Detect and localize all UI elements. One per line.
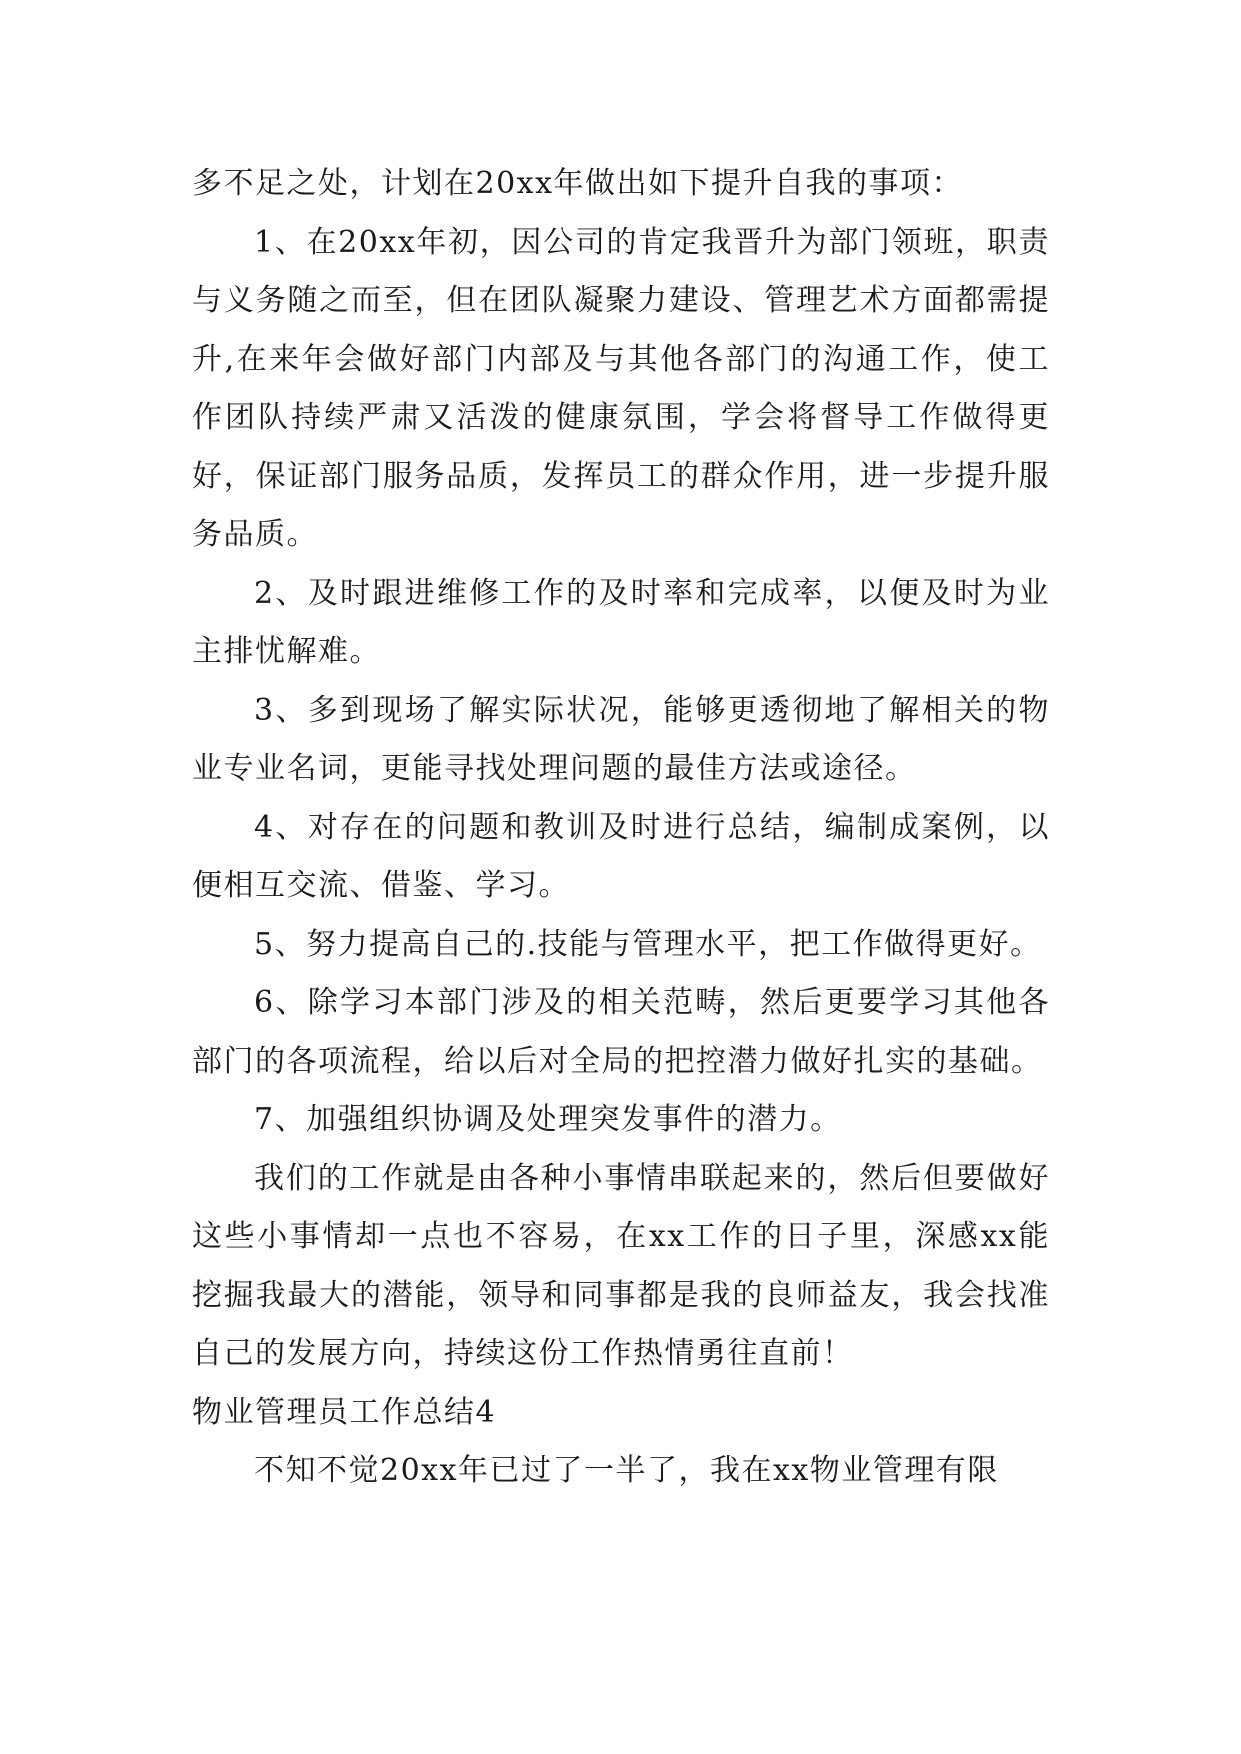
paragraph-intro: 多不足之处，计划在20xx年做出如下提升自我的事项： [192,166,964,201]
paragraph-item-7: 7、加强组织协调及处理突发事件的潜力。 [254,1102,842,1137]
paragraph-item-2: 2、及时跟进维修工作的及时率和完成率，以便及时为业主排忧解难。 [192,575,1050,669]
paragraph-section-start: 不知不觉20xx年已过了一半了，我在xx物业管理有限 [254,1453,999,1488]
section-heading: 物业管理员工作总结4 [192,1394,497,1430]
paragraph-item-6: 6、除学习本部门涉及的相关范畴，然后更要学习其他各部门的各项流程，给以后对全局的把控潜力做好扎实的基础。 [192,985,1050,1079]
paragraph-item-1: 1、在20xx年初，因公司的肯定我晋升为部门领班，职责与义务随之而至，但在团队凝聚力建设、管理艺术方面都需提升,在来年会做好部门内部及与其他各部门的沟通工作，使工作团队持续严肃又活泼的健康氛围，学会将督导工作做得更好，保证部门服务品质，发挥员工的群众作用，进一步提升服务品质。 [192,224,1050,552]
document-body [192,155,1050,1501]
paragraph-item-5: 5、努力提高自己的.技能与管理水平，把工作做得更好。 [254,926,1042,962]
paragraph-item-4: 4、对存在的问题和教训及时进行总结，编制成案例，以便相互交流、借鉴、学习。 [192,809,1050,903]
paragraph-closing: 我们的工作就是由各种小事情串联起来的，然后但要做好这些小事情却一点也不容易，在xx工作的日子里，深感xx能挖掘我最大的潜能，领导和同事都是我的良师益友，我会找准自己的发展方向，持续这份工作热情勇往直前！ [192,1160,1050,1371]
paragraph-item-3: 3、多到现场了解实际状况，能够更透彻地了解相关的物业专业名词，更能寻找处理问题的最佳方法或途径。 [192,692,1050,786]
